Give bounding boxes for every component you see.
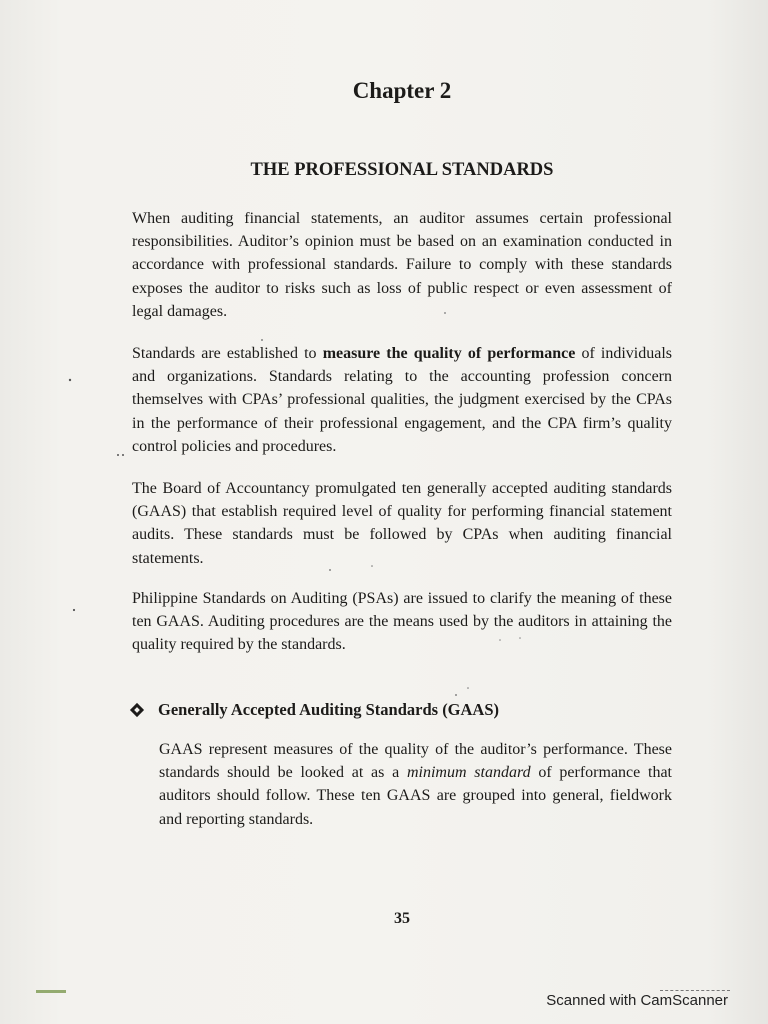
paragraph-5-italic: minimum standard — [406, 764, 531, 782]
section-heading-text: Generally Accepted Auditing Standards (GAAS) — [158, 700, 500, 719]
paragraph-2 — [132, 342, 672, 458]
paragraph-5 — [159, 738, 672, 831]
section-heading — [130, 700, 499, 720]
paragraph-5-start: GAAS represent measures of the quality of the auditor’s performance. These standards should be looked at as a — [159, 741, 672, 782]
paragraph-5-end: of performance that auditors should follow. These ten GAAS are grouped into general, fieldwork and reporting standards. — [159, 764, 672, 828]
scan-dash-mark — [660, 990, 730, 991]
paragraph-2-end: of individuals and organizations. Standards relating to the accounting profession concern themselves with CPAs’ professional qualities, the judgment exercised by the CPAs in the performance of their professional engagement, and the CPA firm’s quality control policies and procedures. — [132, 345, 673, 455]
paragraph-1: When auditing financial statements, an auditor assumes certain professional responsibilities. Auditor’s opinion must be based on an examination conducted in accordance with professional standards. Failure to comply with these standards exposes the auditor to risks such as loss of public respect or even assessment of legal damages. — [132, 210, 672, 320]
diamond-bullet-icon — [130, 703, 144, 717]
page-title: THE PROFESSIONAL STANDARDS — [250, 160, 554, 180]
chapter-heading: Chapter 2 — [352, 78, 452, 103]
page-number: 35 — [394, 910, 410, 927]
scan-edge-mark — [36, 990, 66, 993]
paragraph-3: The Board of Accountancy promulgated ten generally accepted auditing standards (GAAS) that establish required level of quality for performing financial statement audits. These standards must be followed by CPAs when auditing financial statements. — [132, 480, 672, 567]
paragraph-2-start: Standards are established to — [132, 345, 323, 362]
camscanner-watermark: Scanned with CamScanner — [546, 992, 728, 1009]
paragraph-2-emphasis: measure the quality of performance — [322, 345, 576, 362]
paragraph-4: Philippine Standards on Auditing (PSAs) are issued to clarify the meaning of these ten GAAS. Auditing procedures are the means used by the auditors in attaining the quality required by the standards. — [132, 590, 672, 654]
